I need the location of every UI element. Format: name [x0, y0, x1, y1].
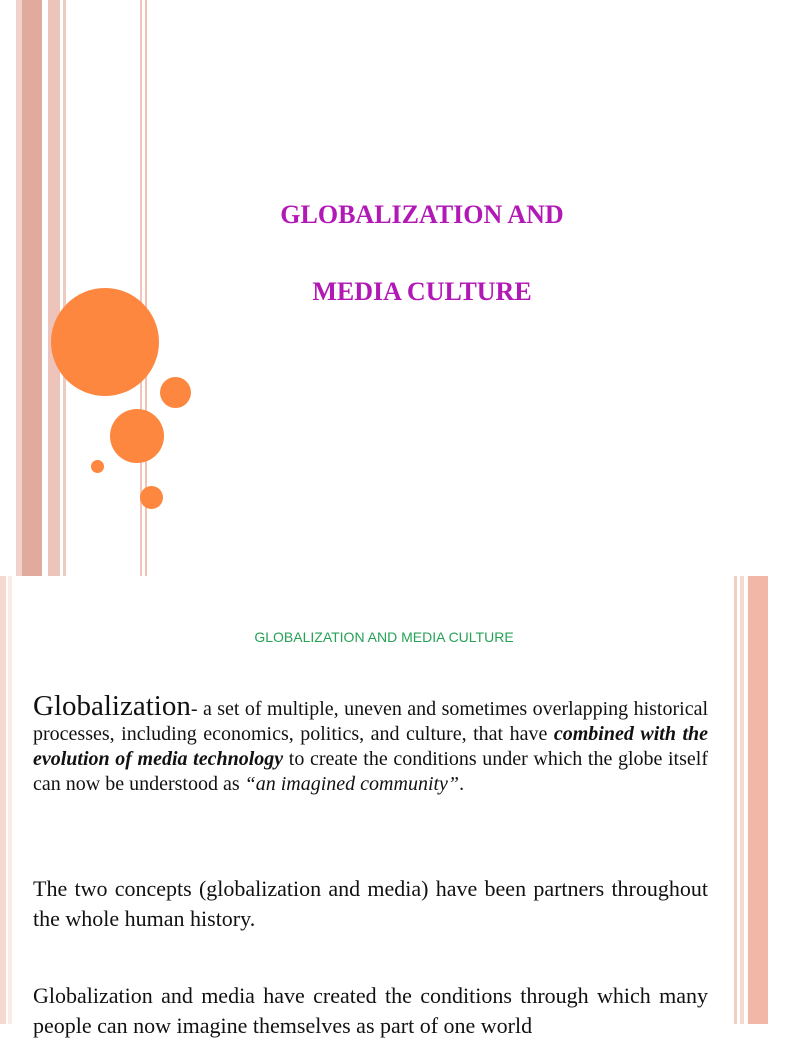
- decorative-circle: [160, 377, 191, 408]
- definition-text: - a set of multiple, uneven and sometimes overlapping historical processes, including economics, politics, and culture, that have: [33, 698, 708, 745]
- definition-text: to create the conditions under which the globe itself can now be understood as: [33, 748, 708, 795]
- decorative-circle: [110, 409, 164, 463]
- body-paragraph: Globalization and media have created the conditions through which many people can now imagine themselves as part of one world: [33, 983, 708, 1038]
- definition-text: .: [459, 773, 465, 795]
- content-slide: [0, 576, 768, 1038]
- slide-heading: GLOBALIZATION AND MEDIA CULTURE: [254, 629, 514, 645]
- emphasized-phrase: combined with the evolution of media technology: [33, 723, 709, 770]
- slide-title-line-1: GLOBALIZATION AND: [280, 200, 564, 229]
- decorative-circle: [140, 486, 163, 509]
- defined-term: Globalization: [33, 690, 191, 722]
- quoted-phrase: “an imagined community”: [244, 773, 460, 795]
- body-paragraph: The two concepts (globalization and media) have been partners throughout the whole human history.: [33, 876, 708, 931]
- definition-paragraph: [33, 690, 709, 797]
- slide-title-line-2: MEDIA CULTURE: [312, 277, 532, 306]
- decorative-circle: [91, 460, 104, 473]
